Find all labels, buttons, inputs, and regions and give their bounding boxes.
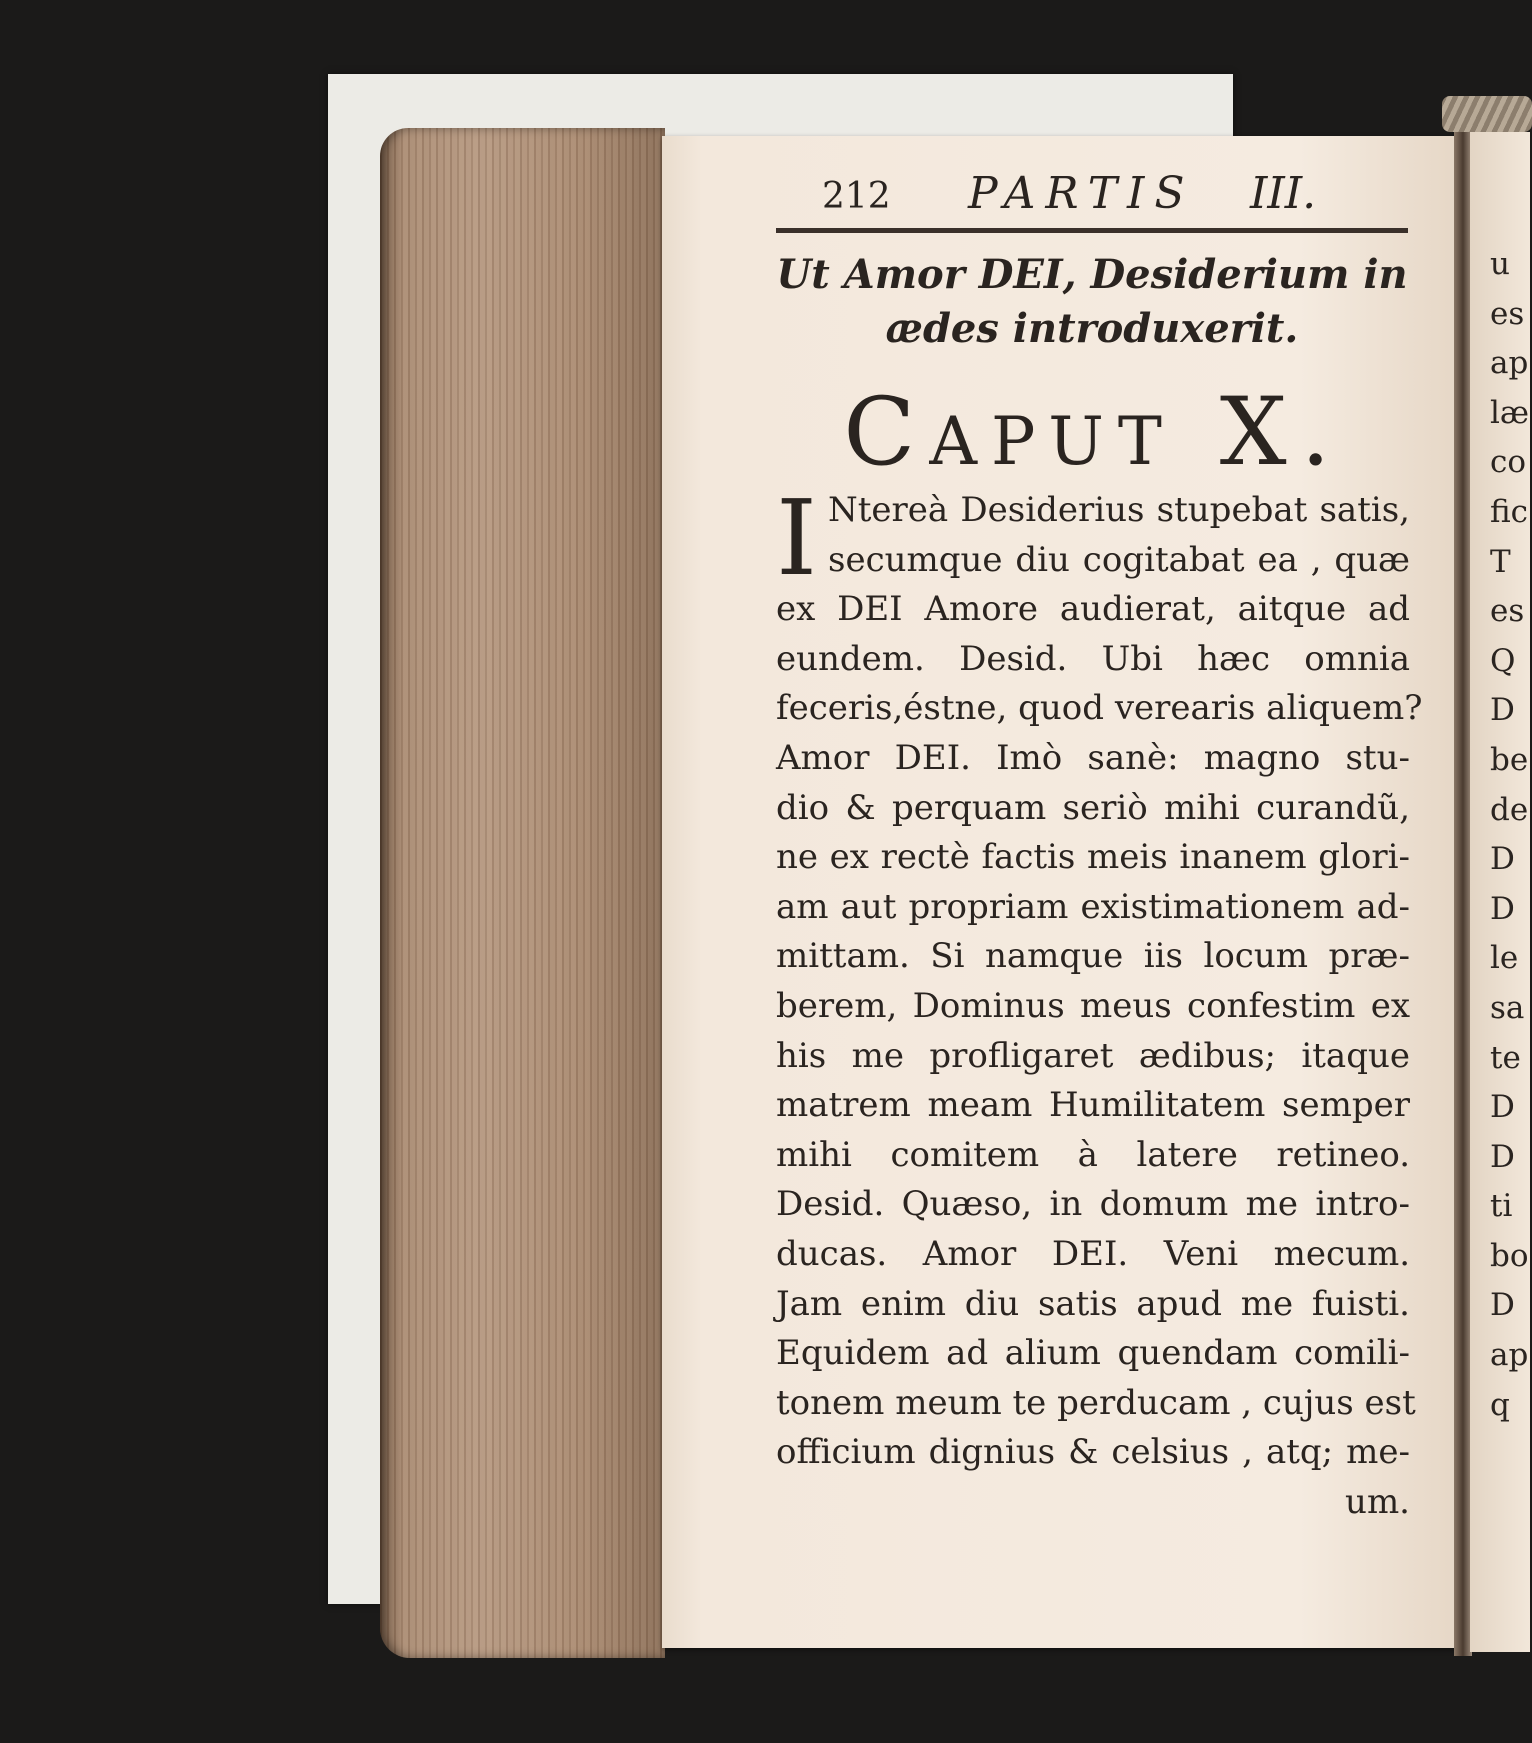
rubric-line: ædes introduxerit. bbox=[885, 305, 1299, 352]
chapter-title: Caput X. bbox=[843, 378, 1345, 487]
edge-text-line: læ bbox=[1490, 394, 1530, 431]
edge-text-line: sa bbox=[1490, 989, 1525, 1026]
edge-text-line: D bbox=[1490, 1089, 1515, 1126]
edge-text-line: D bbox=[1490, 1287, 1515, 1324]
edge-text-line: D bbox=[1490, 890, 1515, 927]
page-number: 212 bbox=[822, 176, 891, 217]
edge-text-line: D bbox=[1490, 1138, 1515, 1175]
drop-cap: I bbox=[776, 477, 818, 599]
text-line: Amor DEI. Imò sanè: magno stu- bbox=[776, 737, 1410, 778]
edge-text-line: te bbox=[1490, 1039, 1521, 1076]
edge-text-line: D bbox=[1490, 692, 1515, 729]
text-line: Equidem ad alium quendam comili- bbox=[776, 1333, 1410, 1374]
edge-text-line: ti bbox=[1490, 1188, 1513, 1225]
rubric bbox=[774, 248, 1410, 356]
text-line: berem, Dominus meus confestim ex bbox=[776, 985, 1410, 1026]
text-line: matrem meam Humilitatem semper bbox=[776, 1085, 1410, 1126]
edge-text-line: q bbox=[1490, 1386, 1510, 1423]
text-line: officium dignius & celsius , atq; me- bbox=[776, 1432, 1410, 1473]
edge-text-line: u bbox=[1490, 246, 1510, 282]
edge-text-line: fic bbox=[1490, 493, 1529, 530]
edge-text-line: de bbox=[1490, 791, 1529, 828]
edge-text-line: es bbox=[1490, 295, 1525, 332]
text-line: his me profligaret ædibus; itaque bbox=[776, 1035, 1410, 1076]
text-line: um. bbox=[1345, 1481, 1410, 1522]
text-line: ne ex rectè factis meis inanem glori- bbox=[776, 837, 1410, 878]
edge-text-line: es bbox=[1490, 593, 1525, 630]
edge-text-line: ap bbox=[1490, 345, 1529, 382]
text-line: ex DEI Amore audierat, aitque ad bbox=[776, 589, 1410, 630]
text-line: secumque diu cogitabat ea , quæ bbox=[828, 539, 1410, 580]
running-part: III. bbox=[1250, 168, 1317, 219]
edge-text-line: co bbox=[1490, 444, 1527, 481]
headband bbox=[1442, 96, 1532, 132]
body-text bbox=[776, 477, 1423, 1527]
head-rule bbox=[776, 228, 1408, 233]
edge-text-line: ap bbox=[1490, 1337, 1529, 1374]
edge-text-line: Q bbox=[1490, 642, 1516, 679]
text-line: mittam. Si namque iis locum præ- bbox=[776, 936, 1410, 977]
edge-text-line: le bbox=[1490, 940, 1519, 977]
text-line: Desid. Quæso, in domum me intro- bbox=[776, 1184, 1410, 1225]
text-line: Jam enim diu satis apud me fuisti. bbox=[776, 1283, 1410, 1324]
facing-page-edge-text bbox=[1490, 240, 1530, 1430]
text-line: eundem. Desid. Ubi hæc omnia bbox=[776, 638, 1410, 679]
text-line: tonem meum te perducam , cujus est bbox=[776, 1382, 1416, 1423]
edge-text-line: bo bbox=[1490, 1237, 1529, 1274]
fore-edge bbox=[380, 128, 665, 1658]
rubric-line: Ut Amor DEI, Desiderium in bbox=[776, 251, 1408, 298]
text-line: ducas. Amor DEI. Veni mecum. bbox=[776, 1233, 1410, 1274]
text-line: mihi comitem à latere retineo. bbox=[776, 1134, 1410, 1175]
running-title: PARTIS bbox=[968, 168, 1195, 219]
edge-text-line: D bbox=[1490, 841, 1515, 878]
edge-text-line: be bbox=[1490, 741, 1529, 778]
text-line: am aut propriam existimationem ad- bbox=[776, 886, 1410, 927]
text-line: feceris,éstne, quod verearis aliquem? bbox=[776, 688, 1423, 729]
text-line: Ntereà Desiderius stupebat satis, bbox=[828, 490, 1410, 530]
text-line: dio & perquam seriò mihi curandũ, bbox=[776, 787, 1410, 828]
edge-text-line: T bbox=[1490, 543, 1511, 580]
